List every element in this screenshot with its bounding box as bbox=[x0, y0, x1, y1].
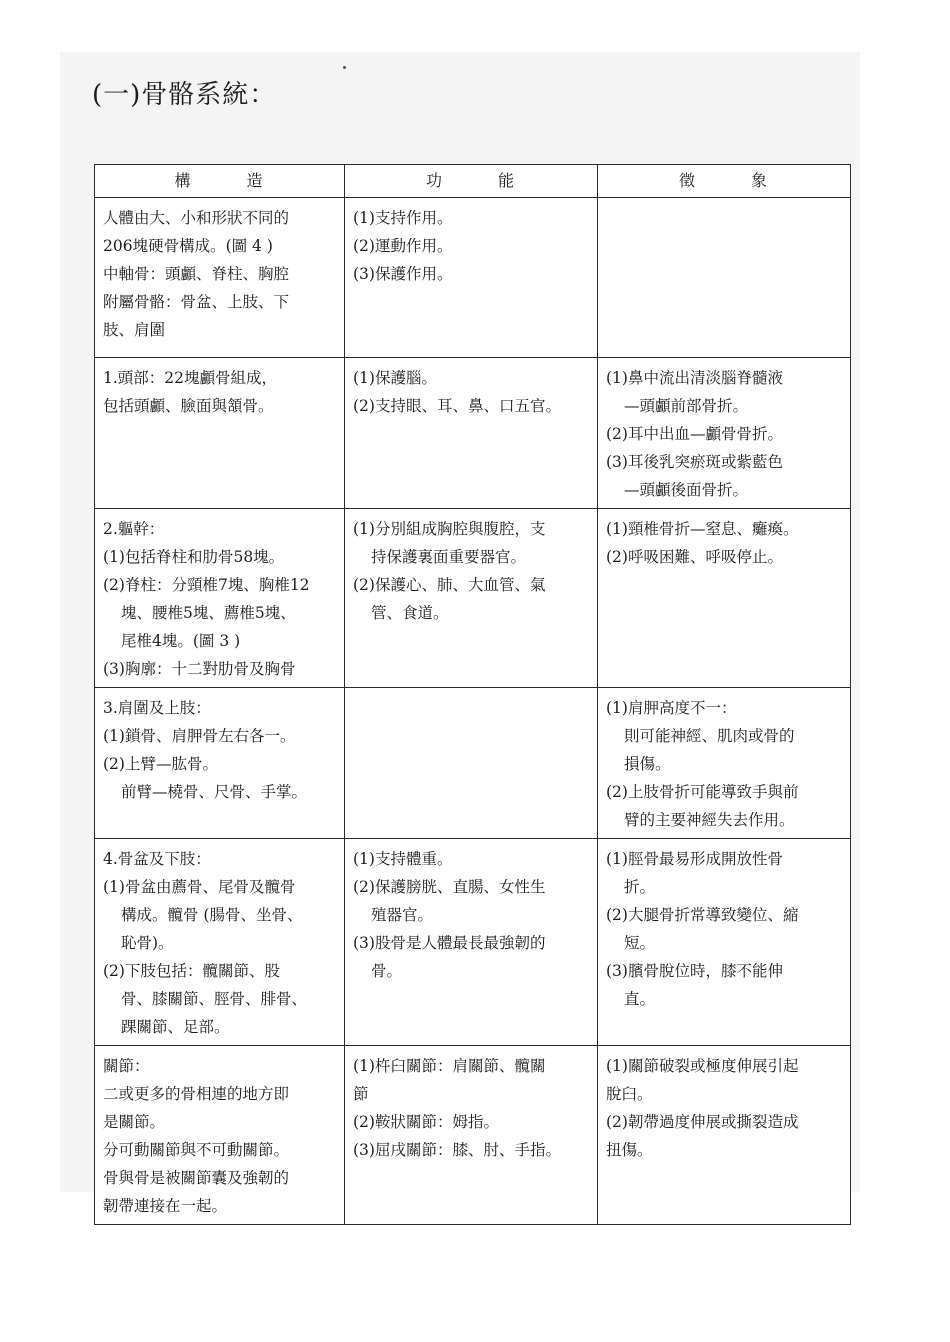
cell-line: (1)包括脊柱和肋骨58塊。 bbox=[103, 548, 285, 566]
cell-line: 尾椎4塊。(圖 3 ) bbox=[121, 632, 241, 650]
cell-line: (1)關節破裂或極度伸展引起 bbox=[606, 1057, 799, 1075]
cell-line: (1)鎖骨、肩胛骨左右各一。 bbox=[103, 727, 296, 745]
cell-line: (3)臏骨脫位時，膝不能伸 bbox=[606, 962, 783, 980]
structure-cell bbox=[95, 688, 345, 839]
cell-line: —頭顱後面骨折。 bbox=[624, 481, 749, 499]
cell-line: 是關節。 bbox=[103, 1113, 166, 1131]
cell-line: 殖器官。 bbox=[371, 906, 434, 924]
cell-line: (2)耳中出血—顱骨骨折。 bbox=[606, 425, 783, 443]
cell-line: (2)韌帶過度伸展或撕裂造成 bbox=[606, 1113, 799, 1131]
cell-line: 關節： bbox=[103, 1057, 150, 1075]
cell-line: 人體由大、小和形狀不同的 bbox=[103, 209, 290, 227]
header-function: 功 能 bbox=[345, 165, 598, 198]
cell-line: (2)呼吸困難、呼吸停止。 bbox=[606, 548, 783, 566]
sign-cell bbox=[598, 198, 851, 358]
structure-cell bbox=[95, 1046, 345, 1225]
skeletal-system-table bbox=[94, 164, 851, 1225]
sign-cell bbox=[598, 839, 851, 1046]
cell-line: (3)胸廓：十二對肋骨及胸骨 bbox=[103, 660, 296, 678]
cell-line: 管、食道。 bbox=[371, 604, 449, 622]
cell-line: (2)上臂—肱骨。 bbox=[103, 755, 218, 773]
cell-line: —頭顱前部骨折。 bbox=[624, 397, 749, 415]
table-row bbox=[95, 198, 851, 358]
cell-line: 2.軀幹： bbox=[103, 520, 165, 538]
cell-line: 直。 bbox=[624, 990, 656, 1008]
cell-line: 包括頭顱、臉面與頷骨。 bbox=[103, 397, 274, 415]
cell-line: 構成。髖骨 (腸骨、坐骨、 bbox=[121, 906, 303, 924]
cell-line: 塊、腰椎5塊、薦椎5塊、 bbox=[121, 604, 296, 622]
table-row bbox=[95, 1046, 851, 1225]
cell-line: 骨、膝關節、脛骨、腓骨、 bbox=[121, 990, 308, 1008]
cell-line: 恥骨)。 bbox=[121, 934, 174, 952]
cell-line: 踝關節、足部。 bbox=[121, 1018, 230, 1036]
cell-line: (2)保護心、肺、大血管、氣 bbox=[353, 576, 546, 594]
function-cell bbox=[345, 509, 598, 688]
cell-line: (2)鞍狀關節：姆指。 bbox=[353, 1113, 499, 1131]
cell-line: 短。 bbox=[624, 934, 656, 952]
page-title: (一)骨骼系統： bbox=[92, 80, 277, 110]
cell-line: (1)鼻中流出清淡腦脊髓液 bbox=[606, 369, 783, 387]
function-cell bbox=[345, 688, 598, 839]
cell-line: (2)運動作用。 bbox=[353, 237, 453, 255]
cell-line: (1)分別組成胸腔與腹腔，支 bbox=[353, 520, 546, 538]
cell-line: 206塊硬骨構成。(圖 4 ) bbox=[103, 237, 273, 255]
table-row bbox=[95, 358, 851, 509]
cell-line: 折。 bbox=[624, 878, 656, 896]
scan-speck bbox=[343, 66, 346, 69]
sign-cell bbox=[598, 688, 851, 839]
cell-line: 3.肩圍及上肢： bbox=[103, 699, 211, 717]
cell-line: (1)杵臼關節：肩關節、髖關 bbox=[353, 1057, 546, 1075]
cell-line: (3)屈戌關節：膝、肘、手指。 bbox=[353, 1141, 561, 1159]
cell-line: 節 bbox=[353, 1085, 369, 1103]
table-row bbox=[95, 839, 851, 1046]
cell-line: 肢、肩圍 bbox=[103, 321, 166, 339]
cell-line: 損傷。 bbox=[624, 755, 671, 773]
cell-line: (2)大腿骨折常導致變位、縮 bbox=[606, 906, 799, 924]
cell-line: 二或更多的骨相連的地方即 bbox=[103, 1085, 290, 1103]
table-header-row bbox=[95, 165, 851, 198]
cell-line: 臂的主要神經失去作用。 bbox=[624, 811, 795, 829]
structure-cell bbox=[95, 358, 345, 509]
cell-line: (1)頸椎骨折—窒息、癱瘓。 bbox=[606, 520, 799, 538]
cell-line: (2)保護膀胱、直腸、女性生 bbox=[353, 878, 546, 896]
cell-line: (2)脊柱：分頸椎7塊、胸椎12 bbox=[103, 576, 310, 594]
cell-line: 則可能神經、肌肉或骨的 bbox=[624, 727, 795, 745]
cell-line: (1)骨盆由薦骨、尾骨及髖骨 bbox=[103, 878, 296, 896]
header-sign: 徵 象 bbox=[598, 165, 851, 198]
function-cell bbox=[345, 839, 598, 1046]
table-row bbox=[95, 688, 851, 839]
cell-line: (3)股骨是人體最長最強韌的 bbox=[353, 934, 546, 952]
cell-line: 前臂—橈骨、尺骨、手掌。 bbox=[121, 783, 308, 801]
cell-line: 4.骨盆及下肢： bbox=[103, 850, 211, 868]
cell-line: 中軸骨：頭顱、脊柱、胸腔 bbox=[103, 265, 290, 283]
cell-line: 1.頭部：22塊顱骨組成， bbox=[103, 369, 278, 387]
sign-cell bbox=[598, 1046, 851, 1225]
structure-cell bbox=[95, 198, 345, 358]
cell-line: 脫臼。 bbox=[606, 1085, 653, 1103]
cell-line: (1)支持作用。 bbox=[353, 209, 453, 227]
cell-line: (2)支持眼、耳、鼻、口五官。 bbox=[353, 397, 561, 415]
structure-cell bbox=[95, 509, 345, 688]
cell-line: 持保護裏面重要器官。 bbox=[371, 548, 527, 566]
cell-line: (2)下肢包括：髖關節、股 bbox=[103, 962, 280, 980]
cell-line: 骨與骨是被關節囊及強韌的 bbox=[103, 1169, 290, 1187]
cell-line: (1)脛骨最易形成開放性骨 bbox=[606, 850, 783, 868]
cell-line: 骨。 bbox=[371, 962, 403, 980]
cell-line: 韌帶連接在一起。 bbox=[103, 1197, 228, 1215]
cell-line: (1)支持體重。 bbox=[353, 850, 453, 868]
sign-cell bbox=[598, 509, 851, 688]
cell-line: (3)耳後乳突瘀斑或紫藍色 bbox=[606, 453, 783, 471]
cell-line: (1)肩胛高度不一： bbox=[606, 699, 737, 717]
structure-cell bbox=[95, 839, 345, 1046]
function-cell bbox=[345, 1046, 598, 1225]
cell-line: 附屬骨骼：骨盆、上肢、下 bbox=[103, 293, 290, 311]
cell-line: 扭傷。 bbox=[606, 1141, 653, 1159]
sign-cell bbox=[598, 358, 851, 509]
table-row bbox=[95, 509, 851, 688]
cell-line: 分可動關節與不可動關節。 bbox=[103, 1141, 290, 1159]
cell-line: (1)保護腦。 bbox=[353, 369, 437, 387]
header-structure: 構 造 bbox=[95, 165, 345, 198]
function-cell bbox=[345, 198, 598, 358]
cell-line: (3)保護作用。 bbox=[353, 265, 453, 283]
function-cell bbox=[345, 358, 598, 509]
cell-line: (2)上肢骨折可能導致手與前 bbox=[606, 783, 799, 801]
